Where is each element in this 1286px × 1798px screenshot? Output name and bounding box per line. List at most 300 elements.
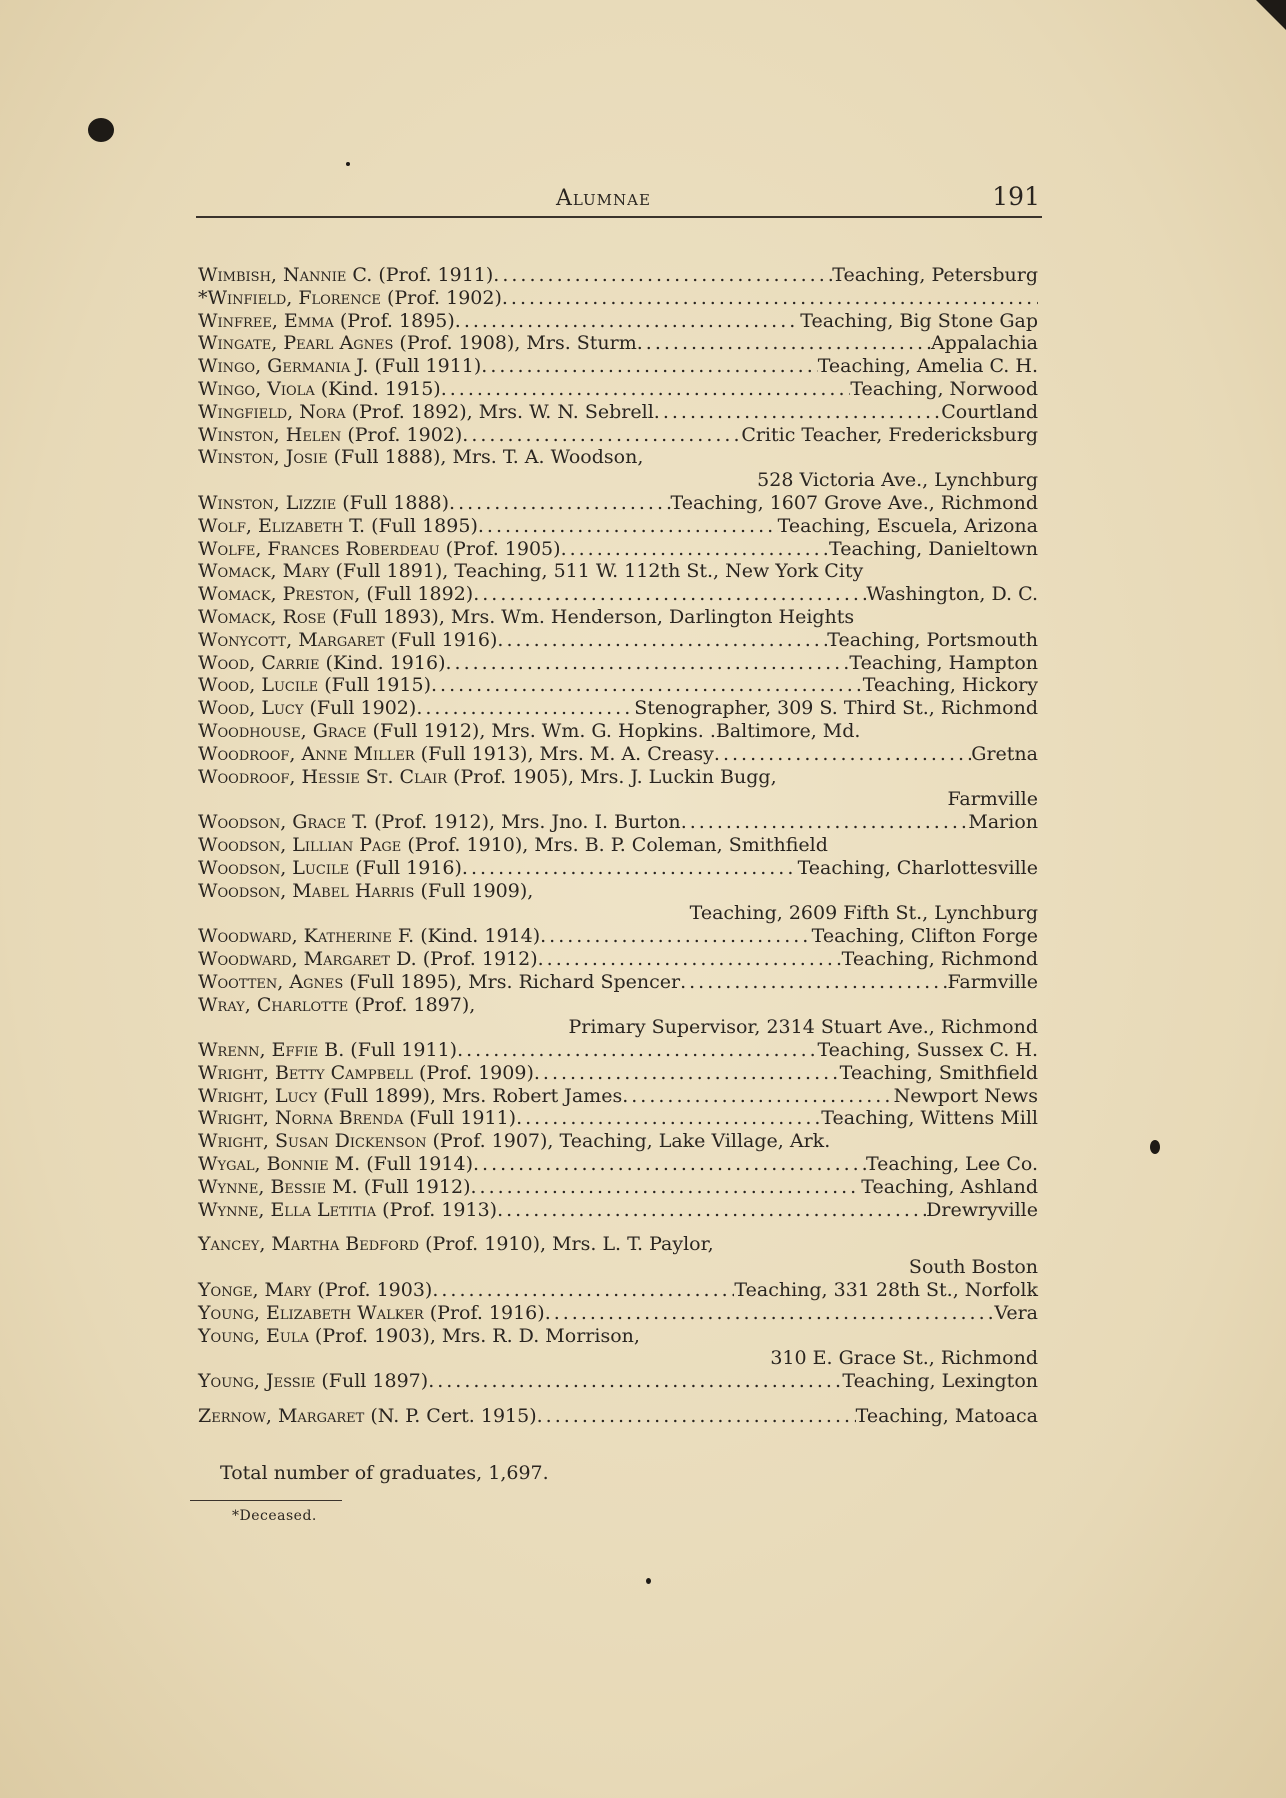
alumna-name: Wimbish,	[198, 264, 277, 286]
dot-leader	[445, 652, 849, 675]
list-item	[198, 1233, 1038, 1279]
alumna-given-name: Lucile	[292, 856, 350, 879]
entry-line	[198, 560, 1038, 583]
list-item	[198, 1405, 1038, 1428]
entry-details: (Full 1916)	[390, 628, 498, 651]
entry-lead	[198, 606, 854, 629]
entry-lead	[198, 720, 860, 743]
entry-continuation: 528 Victoria Ave., Lynchburg	[757, 469, 1038, 492]
entry-occupation: Vera	[994, 1301, 1038, 1324]
entry-lead	[198, 583, 473, 606]
dot-leader	[470, 1176, 861, 1199]
entry-details: (Full 1912), Mrs. Wm. G. Hopkins. .Baltimore, Md.	[372, 719, 861, 742]
entry-line	[198, 674, 1038, 697]
entry-lead	[198, 925, 540, 948]
entry-details: (Prof. 1905)	[445, 537, 561, 560]
entry-line	[198, 492, 1038, 515]
dot-leader	[457, 1039, 817, 1062]
entry-line	[198, 697, 1038, 720]
entry-details: (Prof. 1892), Mrs. W. N. Sebrell	[351, 400, 654, 423]
entry-lead	[198, 629, 497, 652]
entry-details: (Kind. 1915)	[320, 377, 441, 400]
alumna-given-name: Grace	[312, 719, 367, 742]
alumna-given-name: Mary	[282, 560, 330, 583]
entry-occupation: Teaching, Norwood	[850, 377, 1038, 400]
entry-line	[198, 401, 1038, 424]
alumna-name: Wright,	[198, 1107, 269, 1130]
list-item	[198, 560, 1038, 583]
alumna-name: Young,	[198, 1324, 260, 1347]
entry-lead	[198, 743, 714, 766]
entry-details: (Full 1909),	[420, 879, 534, 902]
list-item	[198, 1279, 1038, 1302]
alumna-name: Yancey,	[198, 1233, 266, 1256]
entry-details: (Prof. 1903)	[317, 1279, 433, 1302]
alumna-name: Woodson,	[198, 833, 287, 856]
entry-occupation: Teaching, Charlottesville	[797, 856, 1038, 879]
entry-occupation: Teaching, Lee Co.	[865, 1153, 1038, 1176]
entry-details: (Full 1914)	[366, 1153, 473, 1176]
list-item	[198, 857, 1038, 880]
alumna-name: Wootten,	[198, 970, 284, 993]
entry-details: (Full 1888)	[342, 491, 450, 514]
list-item	[198, 355, 1038, 378]
alumna-given-name: Carrie	[261, 651, 320, 674]
entry-occupation: Teaching, Portsmouth	[827, 628, 1038, 651]
entry-lead	[198, 652, 445, 675]
alumna-given-name: Hessie St. Clair	[301, 765, 448, 788]
list-item	[198, 674, 1038, 697]
entry-lead	[198, 1107, 516, 1130]
entry-line	[198, 310, 1038, 333]
entry-line	[198, 1279, 1038, 1302]
entry-lead	[198, 674, 431, 697]
entry-continuation: Farmville	[947, 788, 1038, 811]
entry-occupation: Teaching, Sussex C. H.	[817, 1039, 1038, 1062]
entry-line	[198, 1233, 1038, 1256]
alumna-given-name: Martha Bedford	[271, 1233, 420, 1256]
alumna-name: Wingate,	[198, 332, 278, 355]
entry-occupation: Teaching, Danieltown	[829, 537, 1038, 560]
entry-lead	[198, 697, 416, 720]
list-item	[198, 720, 1038, 743]
alumna-name: *Winfield,	[198, 286, 293, 309]
list-item	[198, 1085, 1038, 1108]
dot-leader	[493, 264, 832, 287]
entry-line	[198, 583, 1038, 606]
entry-details: (N. P. Cert. 1915)	[370, 1405, 537, 1428]
alumna-name: Yonge,	[198, 1279, 259, 1302]
dot-leader	[478, 515, 778, 538]
list-item	[198, 766, 1038, 812]
entry-line	[198, 446, 1038, 469]
entry-lead	[198, 401, 654, 424]
alumna-name: Woodson,	[198, 856, 287, 879]
dot-leader	[680, 971, 947, 994]
alumna-name: Wynne,	[198, 1175, 265, 1198]
entry-line	[198, 629, 1038, 652]
entry-occupation: Teaching, Richmond	[841, 947, 1038, 970]
dot-leader	[481, 355, 817, 378]
alumna-name: Wingo,	[198, 355, 262, 378]
dot-leader	[516, 1107, 821, 1130]
entry-occupation: Courtland	[941, 400, 1038, 423]
alumna-name: Woodhouse,	[198, 719, 307, 742]
dot-leader	[416, 697, 634, 720]
footnote: *Deceased.	[232, 1508, 317, 1524]
entry-occupation: Teaching, Ashland	[861, 1175, 1038, 1198]
entry-line	[198, 1107, 1038, 1130]
entry-details: (Full 1897)	[321, 1370, 429, 1393]
alumna-given-name: Grace T.	[292, 811, 369, 834]
dot-leader	[462, 857, 798, 880]
dot-leader	[432, 1279, 734, 1302]
entry-details: (Kind. 1914)	[420, 925, 541, 948]
alumna-name: Wood,	[198, 697, 256, 720]
entry-lead	[198, 1279, 432, 1302]
list-item	[198, 1039, 1038, 1062]
alumna-name: Wray,	[198, 993, 251, 1016]
list-item	[198, 1062, 1038, 1085]
alumna-given-name: Rose	[282, 605, 326, 628]
entry-details: (Prof. 1910), Mrs. B. P. Coleman, Smithfield	[407, 833, 828, 856]
entry-details: (Full 1913), Mrs. M. A. Creasy	[420, 742, 714, 765]
entry-line	[198, 1153, 1038, 1176]
alumna-given-name: Elizabeth T.	[257, 514, 366, 537]
entry-occupation: Farmville	[947, 970, 1038, 993]
alumna-given-name: Emma	[283, 309, 334, 332]
entry-lead	[198, 1405, 537, 1428]
dot-leader	[622, 1085, 893, 1108]
entry-line	[198, 378, 1038, 401]
list-item	[198, 287, 1038, 310]
alumna-name: Winfree,	[198, 309, 278, 332]
alumna-name: Woodson,	[198, 811, 287, 834]
entry-lead	[198, 560, 863, 583]
alumna-name: Woodroof,	[198, 742, 296, 765]
alumna-given-name: Eula	[266, 1324, 309, 1347]
entry-lead	[198, 1039, 457, 1062]
entry-occupation: Washington, D. C.	[866, 583, 1038, 606]
alumna-name: Zernow,	[198, 1405, 272, 1428]
entry-details: (Kind. 1916)	[325, 651, 446, 674]
alumna-given-name: Anne Miller	[301, 742, 415, 765]
alumna-given-name: Margaret D.	[303, 947, 417, 970]
alumna-name: Wright,	[198, 1084, 269, 1107]
entry-line	[198, 994, 1038, 1017]
entry-line	[198, 538, 1038, 561]
alumna-given-name: Susan Dickenson	[274, 1130, 427, 1153]
list-item	[198, 492, 1038, 515]
entry-occupation: Teaching, Wittens Mill	[821, 1107, 1038, 1130]
entry-line	[198, 264, 1038, 287]
entry-occupation: Teaching, 1607 Grove Ave., Richmond	[670, 491, 1038, 514]
dot-leader	[497, 1199, 926, 1222]
list-item	[198, 994, 1038, 1040]
alumna-name: Wonycott,	[198, 628, 293, 651]
alumna-given-name: Lucy	[261, 697, 304, 720]
dot-leader	[538, 948, 842, 971]
list-item	[198, 925, 1038, 948]
alumna-name: Woodward,	[198, 947, 298, 970]
entry-occupation: Teaching, Hickory	[862, 674, 1038, 697]
dot-leader	[537, 1405, 856, 1428]
alumna-given-name: Ella Letitia	[270, 1198, 377, 1221]
alumna-name: Wood,	[198, 651, 256, 674]
entry-details: (Prof. 1903), Mrs. R. D. Morrison,	[314, 1324, 640, 1347]
alumna-name: Wingfield,	[198, 400, 294, 423]
dot-leader	[497, 629, 827, 652]
entry-details: (Prof. 1902)	[347, 423, 463, 446]
entry-details: (Full 1912)	[363, 1175, 471, 1198]
entry-continuation: 310 E. Grace St., Richmond	[770, 1347, 1038, 1370]
entry-occupation: Teaching, 331 28th St., Norfolk	[734, 1279, 1038, 1302]
alumna-name: Winston,	[198, 491, 280, 514]
entry-details: (Full 1911)	[350, 1039, 458, 1062]
alumna-name: Wright,	[198, 1061, 269, 1084]
alumna-name: Womack,	[198, 560, 277, 583]
entry-lead	[198, 1302, 545, 1325]
entry-details: (Prof. 1905), Mrs. J. Luckin Bugg,	[453, 765, 777, 788]
alumna-given-name: Lucy	[274, 1084, 318, 1107]
entry-line	[198, 1405, 1038, 1428]
alumna-name: Woodson,	[198, 879, 287, 902]
dot-leader	[455, 310, 800, 333]
entry-lead	[198, 1370, 428, 1393]
entry-lead	[198, 355, 481, 378]
entry-lead	[198, 880, 533, 903]
dot-leader	[502, 287, 1038, 310]
entry-lead	[198, 515, 478, 538]
dot-leader	[545, 1302, 995, 1325]
entry-details: (Prof. 1913)	[382, 1198, 498, 1221]
entry-line	[198, 287, 1038, 310]
entry-details: (Full 1891), Teaching, 511 W. 112th St., New York City	[335, 560, 864, 583]
entry-continuation: South Boston	[908, 1256, 1038, 1279]
dot-leader	[534, 1062, 840, 1085]
entry-details: (Prof. 1912)	[422, 947, 538, 970]
entry-lead	[198, 1199, 497, 1222]
entry-occupation: Teaching, Hampton	[849, 651, 1038, 674]
list-item	[198, 1302, 1038, 1325]
alumna-given-name: Jessie	[266, 1370, 316, 1393]
entry-lead	[198, 811, 681, 834]
entry-occupation: Appalachia	[930, 332, 1038, 355]
dot-leader	[473, 1153, 866, 1176]
alumna-given-name: Norna Brenda	[274, 1107, 404, 1130]
entry-details: (Full 1916)	[355, 856, 462, 879]
alumna-given-name: Margaret	[298, 628, 385, 651]
alumna-given-name: Agnes	[289, 970, 344, 993]
entry-line	[198, 606, 1038, 629]
alumna-given-name: Charlotte	[256, 993, 349, 1016]
alumna-given-name: Frances Roberdeau	[267, 537, 440, 560]
dot-leader	[637, 332, 931, 355]
entry-line	[198, 1085, 1038, 1108]
entry-line	[198, 948, 1038, 971]
entry-lead	[198, 264, 493, 287]
alumna-name: Wrenn,	[198, 1039, 266, 1062]
list-item	[198, 583, 1038, 606]
entry-line	[198, 424, 1038, 447]
alumna-name: Wingo,	[198, 377, 262, 400]
entry-details: (Full 1895)	[371, 514, 478, 537]
entry-line	[198, 766, 1038, 789]
list-item	[198, 378, 1038, 401]
entry-details: (Prof. 1897),	[354, 993, 476, 1016]
entry-details: (Prof. 1902)	[386, 286, 502, 309]
alumna-given-name: Mabel Harris	[292, 879, 415, 902]
list-item	[198, 538, 1038, 561]
dot-leader	[441, 378, 851, 401]
entry-line	[198, 811, 1038, 834]
entry-line	[198, 515, 1038, 538]
entry-line	[198, 743, 1038, 766]
list-item	[198, 652, 1038, 675]
alumna-given-name: Elizabeth Walker	[266, 1301, 424, 1324]
entry-lead	[198, 287, 502, 310]
entry-line	[198, 1130, 1038, 1153]
alumna-name: Young,	[198, 1301, 260, 1324]
ink-speck	[1150, 1140, 1160, 1154]
list-item	[198, 743, 1038, 766]
entry-line	[198, 1325, 1038, 1348]
alumna-given-name: Betty Campbell	[274, 1061, 413, 1084]
entry-continuation: Primary Supervisor, 2314 Stuart Ave., Richmond	[568, 1016, 1038, 1039]
alumna-given-name: Josie	[285, 446, 328, 469]
entry-lead	[198, 834, 828, 857]
list-item	[198, 1153, 1038, 1176]
list-item	[198, 264, 1038, 287]
alumna-given-name: Mary	[264, 1279, 312, 1302]
alumna-name: Winston,	[198, 423, 280, 446]
entry-line	[198, 1176, 1038, 1199]
section-gap	[198, 1393, 1038, 1405]
list-item	[198, 401, 1038, 424]
list-item	[198, 811, 1038, 834]
list-item	[198, 629, 1038, 652]
entry-details: (Prof. 1907), Teaching, Lake Village, Ark.	[432, 1130, 831, 1153]
alumna-name: Wolfe,	[198, 537, 262, 560]
alumna-given-name: Helen	[285, 423, 342, 446]
alumna-given-name: Bonnie M.	[266, 1153, 361, 1176]
page-header	[196, 182, 1042, 218]
entry-line	[198, 1370, 1038, 1393]
entry-details: (Prof. 1909)	[418, 1061, 534, 1084]
entry-lead	[198, 994, 475, 1017]
alumna-given-name: Germania J.	[267, 355, 369, 378]
entry-lead	[198, 857, 462, 880]
alumna-name: Woodward,	[198, 925, 298, 948]
alumna-name: Winston,	[198, 446, 280, 469]
entry-lead	[198, 971, 680, 994]
page-number: 191	[992, 182, 1040, 211]
list-item	[198, 948, 1038, 971]
entry-lead	[198, 1176, 470, 1199]
entry-occupation: Newport News	[893, 1084, 1038, 1107]
alumna-given-name: Lizzie	[285, 491, 337, 514]
alumna-given-name: Preston,	[282, 583, 361, 606]
alumna-name: Wright,	[198, 1130, 269, 1153]
dot-leader	[431, 674, 863, 697]
list-item	[198, 880, 1038, 926]
entry-details: (Full 1915)	[324, 674, 431, 697]
list-item	[198, 515, 1038, 538]
alumna-name: Woodroof,	[198, 765, 296, 788]
entry-occupation: Drewryville	[926, 1198, 1038, 1221]
ink-speck	[646, 1578, 651, 1584]
entry-line	[198, 857, 1038, 880]
entry-line	[198, 1062, 1038, 1085]
entry-lead	[198, 1130, 830, 1153]
entry-details: (Prof. 1910), Mrs. L. T. Paylor,	[425, 1233, 714, 1256]
dot-leader	[654, 401, 941, 424]
entry-details: (Prof. 1911)	[378, 264, 494, 286]
alumna-given-name: Nannie C.	[283, 264, 373, 286]
list-item	[198, 1199, 1038, 1222]
alumna-name: Wynne,	[198, 1198, 265, 1221]
entry-lead	[198, 446, 643, 469]
list-item	[198, 1107, 1038, 1130]
entry-occupation: Teaching, Big Stone Gap	[800, 309, 1038, 332]
list-item	[198, 332, 1038, 355]
entry-occupation: Gretna	[971, 742, 1038, 765]
alumnae-list	[198, 264, 1038, 1428]
entry-lead	[198, 332, 637, 355]
ink-speck	[346, 162, 350, 166]
entry-lead	[198, 948, 538, 971]
dot-leader	[540, 925, 812, 948]
entry-line	[198, 834, 1038, 857]
entry-occupation: Stenographer, 309 S. Third St., Richmond	[634, 697, 1038, 720]
entry-occupation: Teaching, Lexington	[842, 1370, 1038, 1393]
entry-details: (Full 1888), Mrs. T. A. Woodson,	[333, 446, 644, 469]
entry-continuation: Teaching, 2609 Fifth St., Lynchburg	[689, 902, 1038, 925]
alumna-given-name: Florence	[298, 286, 381, 309]
entry-occupation: Teaching, Escuela, Arizona	[777, 514, 1038, 537]
dot-leader	[428, 1370, 842, 1393]
alumna-given-name: Bessie M.	[270, 1175, 358, 1198]
list-item	[198, 606, 1038, 629]
entry-line	[198, 971, 1038, 994]
entry-details: (Full 1911)	[409, 1107, 517, 1130]
entry-line	[198, 880, 1038, 903]
alumna-given-name: Lucile	[261, 674, 319, 697]
alumna-name: Womack,	[198, 605, 277, 628]
alumna-name: Wygal,	[198, 1153, 261, 1176]
alumna-given-name: Lillian Page	[292, 833, 402, 856]
entry-line	[198, 652, 1038, 675]
alumna-given-name: Nora	[299, 400, 346, 423]
list-item	[198, 1176, 1038, 1199]
entry-details: (Full 1893), Mrs. Wm. Henderson, Darlington Heights	[332, 605, 855, 628]
entry-occupation: Teaching, Smithfield	[839, 1061, 1038, 1084]
alumna-given-name: Effie B.	[271, 1039, 345, 1062]
alumna-given-name: Pearl Agnes	[283, 332, 394, 355]
dot-leader	[714, 743, 971, 766]
entry-details: (Prof. 1916)	[429, 1301, 545, 1324]
dot-leader	[449, 492, 670, 515]
list-item	[198, 446, 1038, 492]
entry-lead	[198, 424, 462, 447]
entry-lead	[198, 492, 449, 515]
footnote-rule	[190, 1500, 342, 1501]
entry-lead	[198, 1325, 640, 1348]
entry-line	[198, 720, 1038, 743]
entry-occupation: Teaching, Clifton Forge	[811, 925, 1038, 948]
entry-details: (Full 1911)	[374, 355, 482, 378]
entry-lead	[198, 766, 777, 789]
